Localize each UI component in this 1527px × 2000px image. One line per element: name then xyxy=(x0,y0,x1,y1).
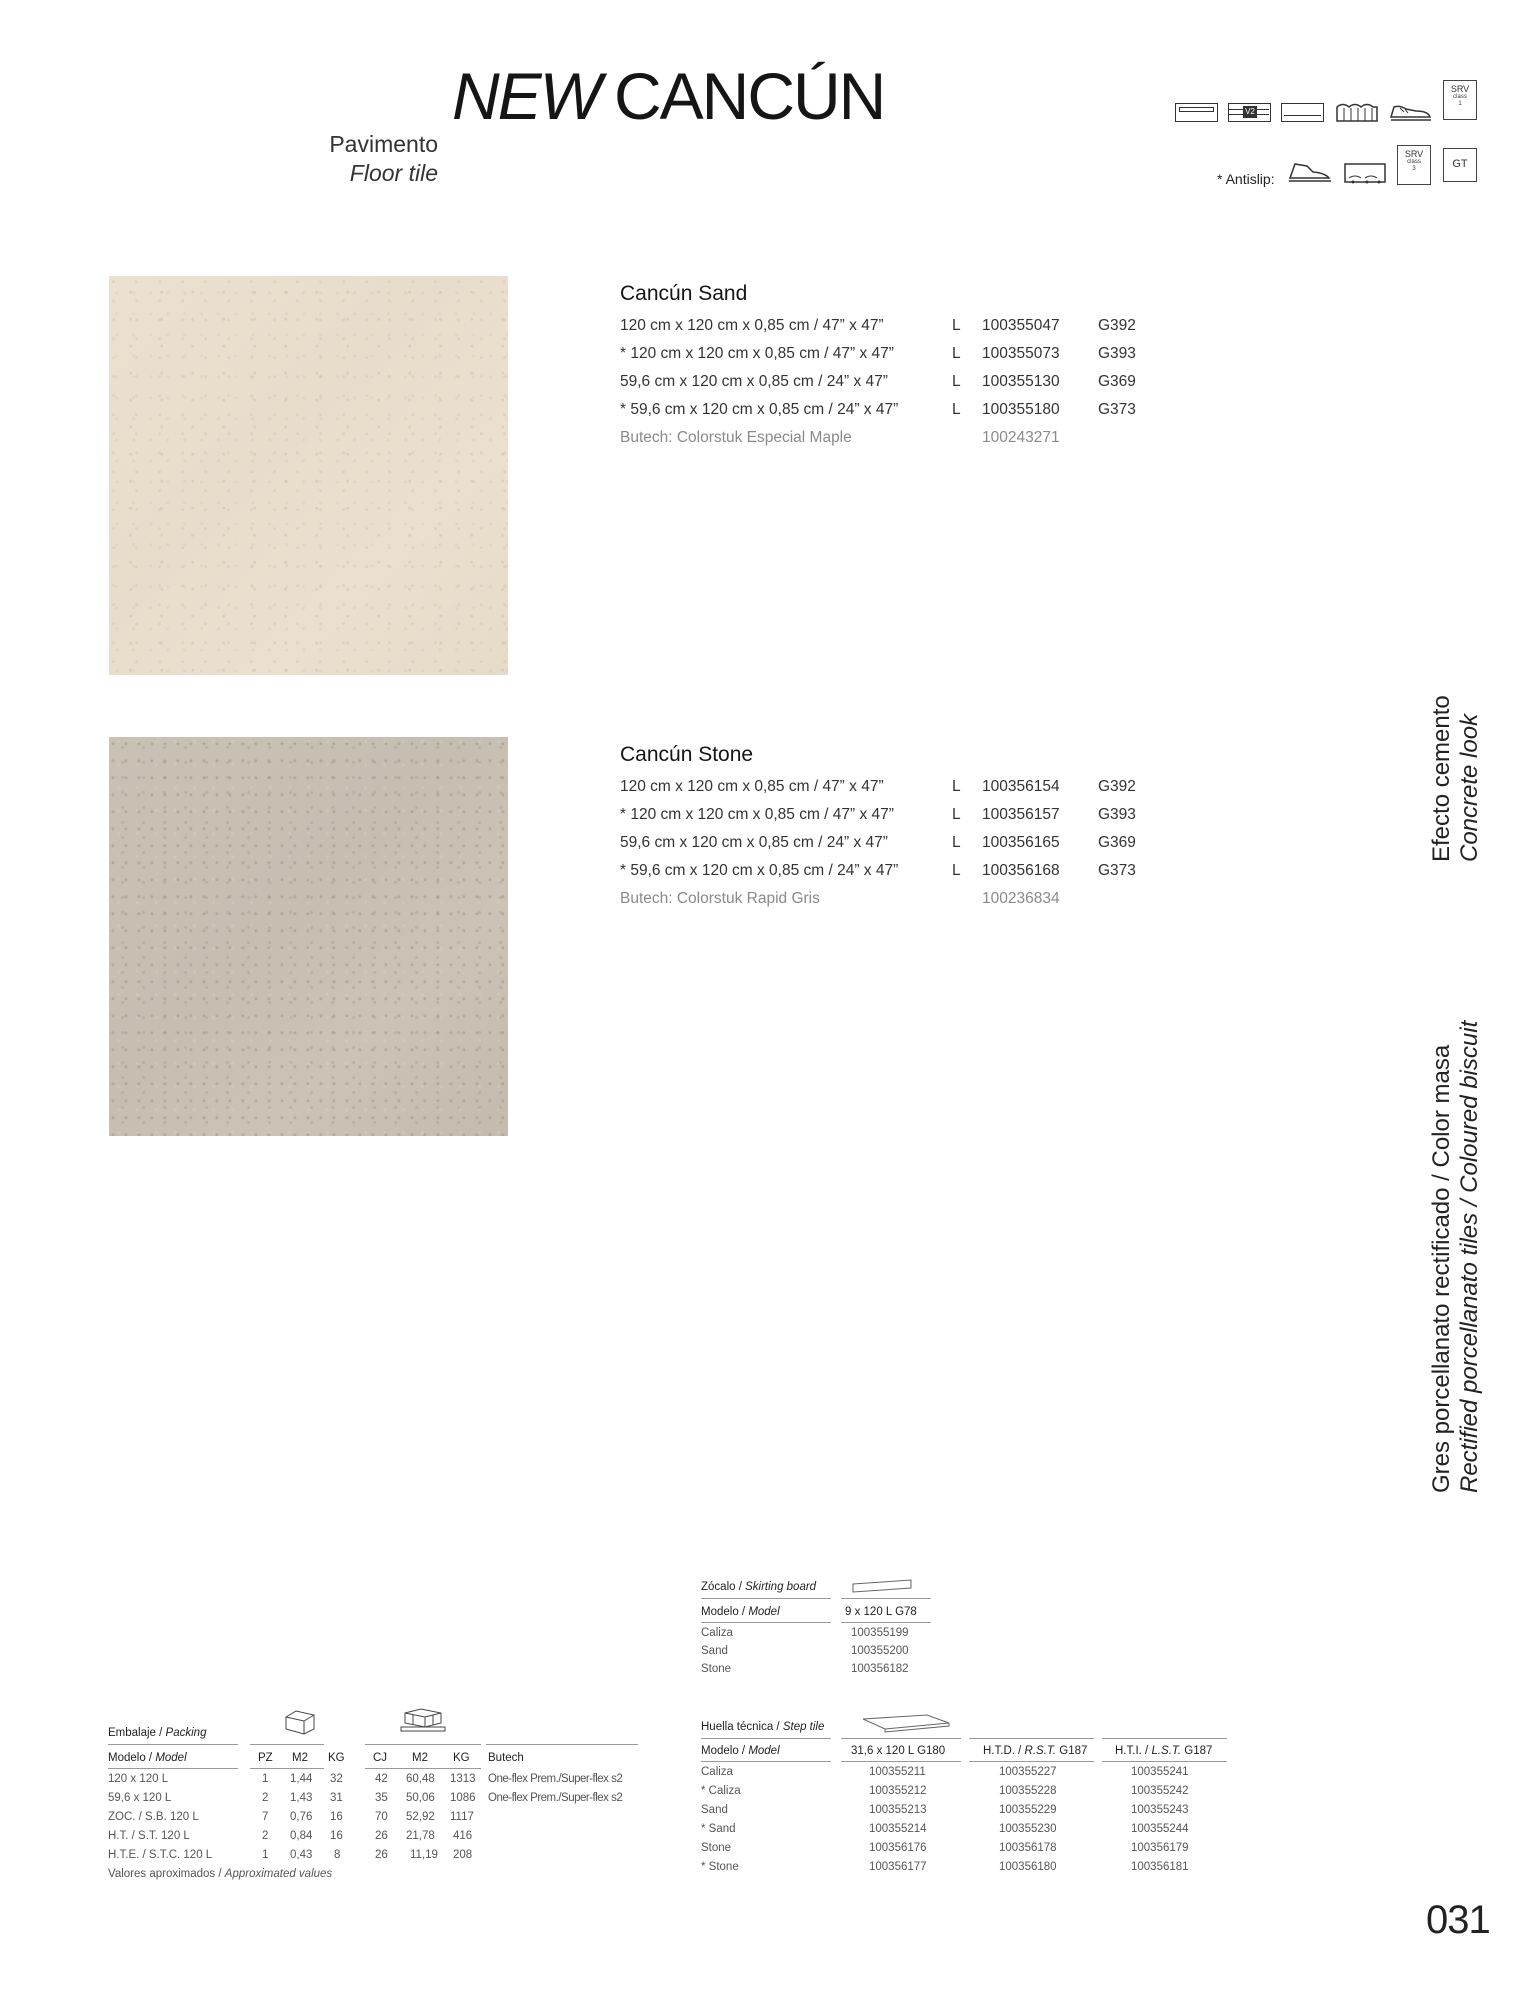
row-code: 100355180 xyxy=(982,401,1060,418)
row-finish: L xyxy=(952,778,961,795)
step-code: 100355214 xyxy=(869,1823,927,1835)
packing-cj: 26 xyxy=(375,1830,388,1842)
packing-title-en: Packing xyxy=(165,1727,207,1739)
step-name: * Stone xyxy=(701,1861,739,1873)
floor-use-icon xyxy=(1281,103,1324,122)
product-name: Cancún Sand xyxy=(620,282,748,305)
skirting-name: Stone xyxy=(701,1663,732,1675)
product-sand xyxy=(620,282,1180,452)
butech-row xyxy=(620,424,1180,452)
product-row xyxy=(620,857,1180,885)
row-finish: L xyxy=(952,862,961,879)
skirting-board-icon xyxy=(851,1578,915,1597)
step-name: * Sand xyxy=(701,1823,736,1835)
srv-class-3-badge xyxy=(1397,145,1431,185)
srv-label-2: SRV xyxy=(1404,149,1424,159)
packing-model: 120 x 120 L xyxy=(108,1773,169,1785)
title-main: CANCÚN xyxy=(613,59,885,133)
m2-pallet-header: M2 xyxy=(412,1752,428,1764)
row-code: 100356168 xyxy=(982,862,1060,879)
packing-kg: 8 xyxy=(334,1849,341,1861)
step-left-header: H.T.I. / L.S.T. G187 xyxy=(1115,1745,1213,1757)
packing-pz: 2 xyxy=(262,1792,269,1804)
packing-m2: 1,43 xyxy=(290,1792,313,1804)
step-size-header: 31,6 x 120 L G180 xyxy=(851,1745,946,1757)
step-code-left: 100356179 xyxy=(1131,1842,1189,1854)
kg-header: KG xyxy=(328,1752,345,1764)
skirting-title-en: Skirting board xyxy=(745,1581,817,1593)
row-group: G369 xyxy=(1098,373,1136,390)
skirting-table xyxy=(701,1578,1001,1688)
row-group: G392 xyxy=(1098,317,1136,334)
row-finish: L xyxy=(952,834,961,851)
packing-kg: 32 xyxy=(330,1773,343,1785)
packing-m2: 1,44 xyxy=(290,1773,313,1785)
row-finish: L xyxy=(952,401,961,418)
v2-label: V2 xyxy=(1243,106,1257,118)
row-size: * 59,6 cm x 120 cm x 0,85 cm / 24” x 47” xyxy=(620,401,899,418)
packing-m2-pallet: 11,19 xyxy=(410,1849,438,1861)
packing-note: Valores aproximados / Approximated values xyxy=(108,1868,333,1880)
model-en: Model xyxy=(155,1752,187,1764)
row-code: 100355130 xyxy=(982,373,1060,390)
model-en: Model xyxy=(748,1606,780,1618)
row-group: G392 xyxy=(1098,778,1136,795)
pallet-icon xyxy=(399,1707,447,1738)
row-size: 59,6 cm x 120 cm x 0,85 cm / 24” x 47” xyxy=(620,834,888,851)
step-name: Stone xyxy=(701,1842,732,1854)
shoe-traffic-icon xyxy=(1388,99,1434,123)
packing-title: Embalaje / Packing xyxy=(108,1727,207,1739)
srv-class-value-2: 3 xyxy=(1412,166,1416,172)
packing-butech: One-flex Prem./Super-flex s2 xyxy=(488,1773,623,1785)
packing-kg: 16 xyxy=(330,1830,343,1842)
col3-es: H.T.I. xyxy=(1115,1745,1142,1757)
row-finish: L xyxy=(952,345,961,362)
packing-title-es: Embalaje xyxy=(108,1727,156,1739)
skirting-size-header: 9 x 120 L G78 xyxy=(845,1606,917,1618)
antislip-barefoot-icon xyxy=(1343,160,1387,185)
srv-label: SRV xyxy=(1450,84,1470,94)
packing-kg-pallet: 1117 xyxy=(450,1811,474,1823)
col3-en: L.S.T. xyxy=(1151,1745,1182,1757)
skirting-code: 100355200 xyxy=(851,1645,909,1657)
packing-table xyxy=(108,1705,638,1885)
packing-model-header: Modelo / Model xyxy=(108,1752,187,1764)
packing-model: ZOC. / S.B. 120 L xyxy=(108,1811,199,1823)
butech-code: 100236834 xyxy=(982,890,1060,907)
step-right-header: H.T.D. / R.S.T. G187 xyxy=(983,1745,1088,1757)
title-prefix: NEW xyxy=(452,59,600,133)
packing-kg-pallet: 1313 xyxy=(450,1773,476,1785)
packing-cj: 42 xyxy=(375,1773,388,1785)
srv-class-label-2: class xyxy=(1407,159,1421,165)
step-code: 100356176 xyxy=(869,1842,927,1854)
packing-kg-pallet: 416 xyxy=(453,1830,473,1842)
row-code: 100355047 xyxy=(982,317,1060,334)
butech-header: Butech xyxy=(488,1752,524,1764)
row-size: 59,6 cm x 120 cm x 0,85 cm / 24” x 47” xyxy=(620,373,888,390)
shade-variation-icon xyxy=(1228,103,1271,122)
step-code-right: 100356178 xyxy=(999,1842,1057,1854)
packing-kg-pallet: 208 xyxy=(453,1849,473,1861)
note-es: Valores aproximados xyxy=(108,1868,216,1880)
skirting-title-es: Zócalo xyxy=(701,1581,736,1593)
step-code-left: 100356181 xyxy=(1131,1861,1189,1873)
step-tile-table xyxy=(701,1713,1231,1883)
packing-m2-pallet: 52,92 xyxy=(406,1811,435,1823)
step-tile-icon xyxy=(861,1713,951,1736)
skirting-model-header: Modelo / Model xyxy=(701,1606,780,1618)
packing-butech: One-flex Prem./Super-flex s2 xyxy=(488,1792,623,1804)
skirting-code: 100355199 xyxy=(851,1627,909,1639)
product-row xyxy=(620,829,1180,857)
col2-es: H.T.D. xyxy=(983,1745,1015,1757)
step-code-right: 100355228 xyxy=(999,1785,1057,1797)
side-effect-label xyxy=(1428,695,1484,862)
step-name: * Caliza xyxy=(701,1785,741,1797)
row-group: G373 xyxy=(1098,862,1136,879)
step-title-en: Step tile xyxy=(782,1721,825,1733)
butech-label: Butech: Colorstuk Rapid Gris xyxy=(620,890,820,907)
packing-m2-pallet: 21,78 xyxy=(406,1830,435,1842)
step-code-right: 100355230 xyxy=(999,1823,1057,1835)
step-code-right: 100355227 xyxy=(999,1766,1057,1778)
row-group: G369 xyxy=(1098,834,1136,851)
srv-class-value: 1 xyxy=(1458,101,1462,107)
product-name: Cancún Stone xyxy=(620,743,754,766)
col2-g: G187 xyxy=(1059,1745,1088,1757)
pz-header: PZ xyxy=(258,1752,273,1764)
model-es: Modelo xyxy=(108,1752,146,1764)
row-finish: L xyxy=(952,806,961,823)
antislip-label: * Antislip: xyxy=(1217,171,1275,187)
butech-code: 100243271 xyxy=(982,429,1060,446)
packing-model: 59,6 x 120 L xyxy=(108,1792,172,1804)
packing-kg-pallet: 1086 xyxy=(450,1792,476,1804)
product-row xyxy=(620,340,1180,368)
step-name: Caliza xyxy=(701,1766,733,1778)
body-english: Rectified porcellanato tiles / Coloured biscuit xyxy=(1456,1020,1483,1493)
packing-m2: 0,43 xyxy=(290,1849,313,1861)
packing-kg: 16 xyxy=(330,1811,343,1823)
note-en: Approximated values xyxy=(224,1868,333,1880)
skirting-code: 100356182 xyxy=(851,1663,909,1675)
frost-resistant-icon xyxy=(1335,101,1379,122)
butech-label: Butech: Colorstuk Especial Maple xyxy=(620,429,852,446)
skirting-name: Sand xyxy=(701,1645,728,1657)
subtitle-english: Floor tile xyxy=(349,160,438,186)
tile-edge-icon xyxy=(1175,103,1218,122)
box-icon xyxy=(284,1709,316,1738)
row-code: 100356154 xyxy=(982,778,1060,795)
step-code: 100355213 xyxy=(869,1804,927,1816)
row-group: G373 xyxy=(1098,401,1136,418)
packing-model: H.T. / S.T. 120 L xyxy=(108,1830,190,1842)
packing-m2: 0,76 xyxy=(290,1811,313,1823)
product-row xyxy=(620,368,1180,396)
page-number: 031 xyxy=(1426,1898,1490,1942)
packing-cj: 70 xyxy=(375,1811,388,1823)
step-code-left: 100355243 xyxy=(1131,1804,1189,1816)
packing-cj: 35 xyxy=(375,1792,388,1804)
skirting-title: Zócalo / Skirting board xyxy=(701,1581,817,1593)
step-code-right: 100355229 xyxy=(999,1804,1057,1816)
step-model-header: Modelo / Model xyxy=(701,1745,780,1757)
packing-pz: 7 xyxy=(262,1811,269,1823)
row-size: * 120 cm x 120 cm x 0,85 cm / 47” x 47” xyxy=(620,806,894,823)
row-group: G393 xyxy=(1098,345,1136,362)
step-code-left: 100355242 xyxy=(1131,1785,1189,1797)
step-code-right: 100356180 xyxy=(999,1861,1057,1873)
step-code: 100355212 xyxy=(869,1785,927,1797)
tile-image-sand xyxy=(109,276,508,675)
body-spanish: Gres porcellanato rectificado / Color masa xyxy=(1428,1044,1455,1493)
step-code-left: 100355244 xyxy=(1131,1823,1189,1835)
butech-row xyxy=(620,885,1180,913)
product-stone xyxy=(620,743,1180,913)
row-size: 120 cm x 120 cm x 0,85 cm / 47” x 47” xyxy=(620,778,884,795)
row-finish: L xyxy=(952,317,961,334)
packing-m2-pallet: 50,06 xyxy=(406,1792,435,1804)
row-size: 120 cm x 120 cm x 0,85 cm / 47” x 47” xyxy=(620,317,884,334)
product-row xyxy=(620,773,1180,801)
col2-en: R.S.T. xyxy=(1024,1745,1057,1757)
product-row xyxy=(620,396,1180,424)
packing-m2: 0,84 xyxy=(290,1830,313,1842)
gt-badge: GT xyxy=(1443,148,1477,182)
srv-class-label: class xyxy=(1453,94,1467,100)
row-finish: L xyxy=(952,373,961,390)
col3-g: G187 xyxy=(1184,1745,1213,1757)
step-code-left: 100355241 xyxy=(1131,1766,1189,1778)
product-row xyxy=(620,312,1180,340)
step-code: 100355211 xyxy=(869,1766,926,1778)
tile-image-stone xyxy=(109,737,508,1136)
packing-model: H.T.E. / S.T.C. 120 L xyxy=(108,1849,213,1861)
side-body-label xyxy=(1428,1021,1484,1493)
row-code: 100355073 xyxy=(982,345,1060,362)
step-code: 100356177 xyxy=(869,1861,927,1873)
page-title xyxy=(452,58,884,134)
model-es: Modelo xyxy=(701,1745,739,1757)
subtitle-spanish: Pavimento xyxy=(329,131,438,157)
antislip-shoe-icon xyxy=(1287,158,1333,184)
packing-pz: 1 xyxy=(262,1849,269,1861)
packing-pz: 2 xyxy=(262,1830,269,1842)
row-size: * 59,6 cm x 120 cm x 0,85 cm / 24” x 47” xyxy=(620,862,899,879)
row-size: * 120 cm x 120 cm x 0,85 cm / 47” x 47” xyxy=(620,345,894,362)
skirting-name: Caliza xyxy=(701,1627,733,1639)
product-row xyxy=(620,801,1180,829)
model-en: Model xyxy=(748,1745,780,1757)
row-code: 100356157 xyxy=(982,806,1060,823)
cj-header: CJ xyxy=(373,1752,388,1764)
step-title-es: Huella técnica xyxy=(701,1721,774,1733)
step-name: Sand xyxy=(701,1804,728,1816)
srv-class-1-badge xyxy=(1443,80,1477,120)
row-group: G393 xyxy=(1098,806,1136,823)
kg-pallet-header: KG xyxy=(453,1752,470,1764)
packing-m2-pallet: 60,48 xyxy=(406,1773,435,1785)
effect-spanish: Efecto cemento xyxy=(1428,695,1455,862)
m2-header: M2 xyxy=(292,1752,308,1764)
packing-cj: 26 xyxy=(375,1849,388,1861)
model-es: Modelo xyxy=(701,1606,739,1618)
effect-english: Concrete look xyxy=(1456,713,1483,862)
row-code: 100356165 xyxy=(982,834,1060,851)
packing-kg: 31 xyxy=(330,1792,343,1804)
packing-pz: 1 xyxy=(262,1773,269,1785)
step-title: Huella técnica / Step tile xyxy=(701,1721,825,1733)
